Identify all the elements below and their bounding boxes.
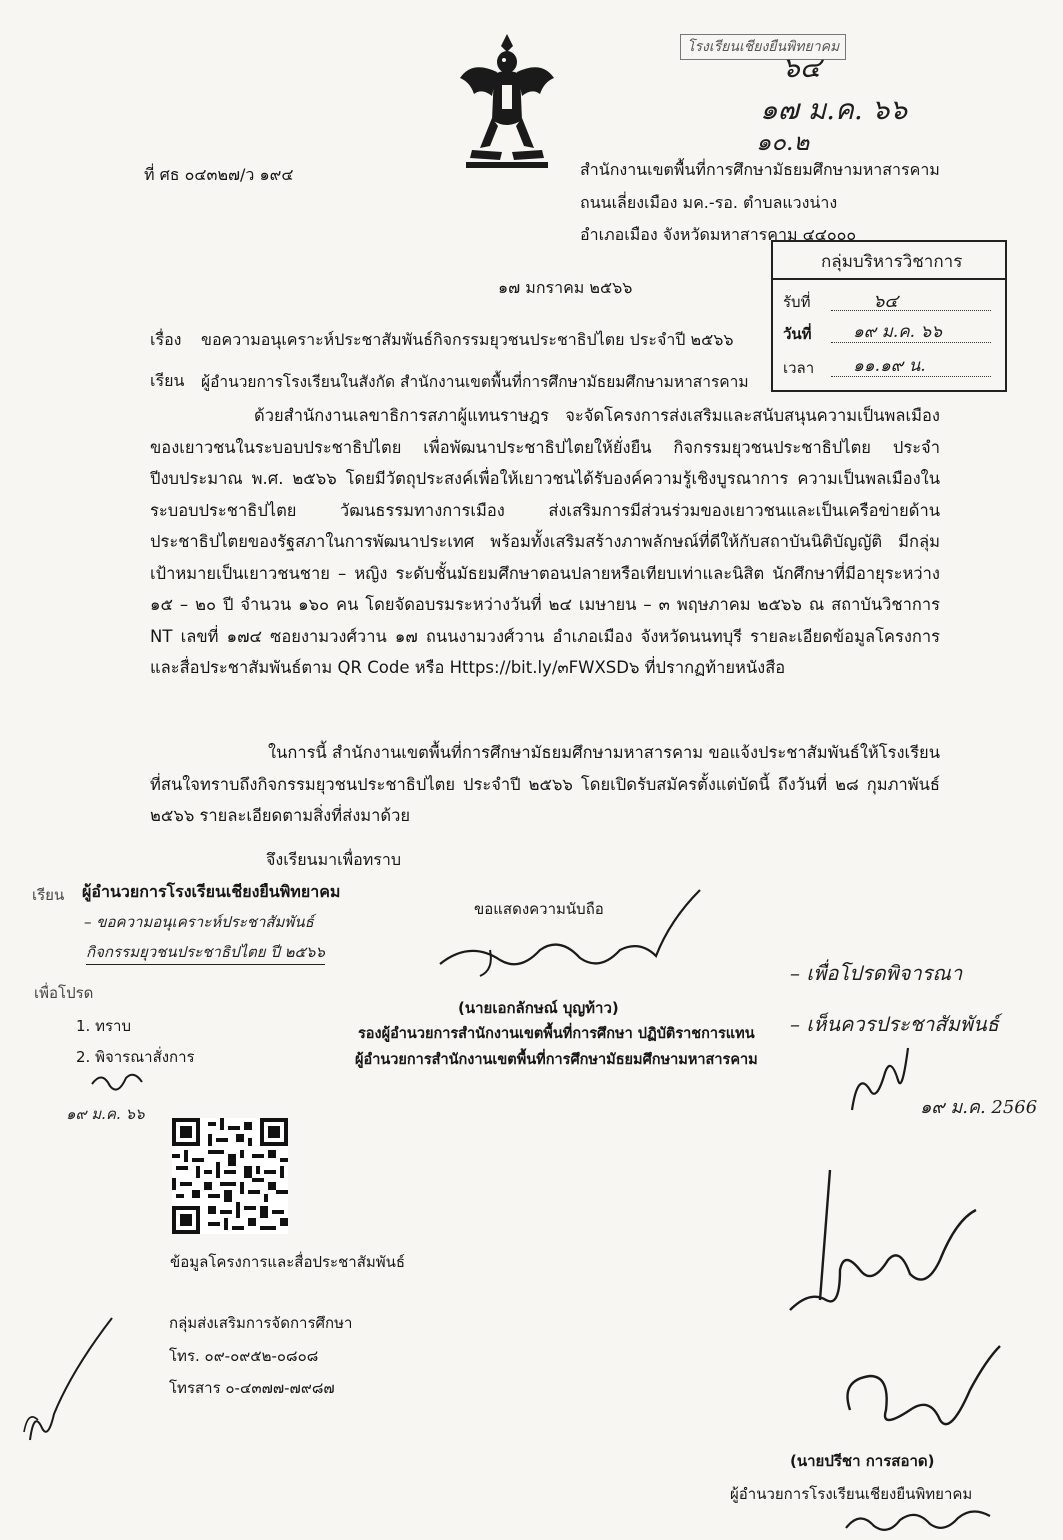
signer-position-1: รองผู้อำนวยการสำนักงานเขตพื้นที่การศึกษา ปฏิบัติราชการแทน [358,1026,755,1042]
note-please-label: เพื่อโปรด [34,984,94,1002]
note-option-1: 1. ทราบ [76,1017,131,1035]
office-address-line1: สำนักงานเขตพื้นที่การศึกษามัธยมศึกษามหาสารคาม [580,160,940,179]
office-address-line3: อำเภอเมือง จังหวัดมหาสารคาม ๔๔๐๐๐ [580,225,857,244]
note-to-text: ผู้อำนวยการโรงเรียนเชียงยืนพิทยาคม [82,882,341,901]
signature-right-note [846,1040,916,1120]
signature-large-right [780,1150,1000,1320]
office-address-line2: ถนนเลี่ยงเมือง มค.-รอ. ตำบลแวงน่าง [580,193,838,212]
contact-fax: โทรสาร ๐-๔๓๗๗-๗๙๘๗ [169,1379,335,1397]
director-title: ผู้อำนวยการโรงเรียนเชียงยืนพิทยาคม [730,1485,973,1503]
received-stamp-header: โรงเรียนเชียงยืนพิทยาคม [680,34,846,60]
signature-director [830,1340,1010,1450]
margin-scribble [20,1310,120,1450]
note-hand-line2: กิจกรรมยุวชนประชาธิปไตย ปี ๒๕๖๖ [86,940,325,965]
subject-text: ขอความอนุเคราะห์ประชาสัมพันธ์กิจกรรมยุวชนประชาธิปไตย ประจำปี ๒๕๖๖ [201,330,734,349]
received-stamp [676,4,916,154]
signer-name: (นายเอกลักษณ์ บุญท้าว) [458,999,619,1017]
body-paragraph-2 [150,737,940,832]
body-paragraph-1-text: ด้วยสำนักงานเลขาธิการสภาผู้แทนราษฎร จะจัดโครงการส่งเสริมและสนับสนุนความเป็นพลเมืองของเยาวชนในระบอบประชาธิปไตย เพื่อพัฒนาประชาธิปไตยให้ยั่งยืน กิจกรรมยุวชนประชาธิปไตย ประจำปีงบประมาณ พ.ศ. ๒๕๖๖ โดยมีวัตถุประสงค์เพื่อให้เยาวชนได้รับองค์ความรู้เชิงบูรณาการ ความเป็นพลเมืองในระบอบประชาธิปไตย วัฒนธรรมทางการเมือง ส่งเสริมการมีส่วนร่วมของเยาวชนและเป็นเครือข่ายด้านประชาธิปไตยของรัฐสภาในการพัฒนาประเทศ พร้อมทั้งเสริมสร้างภาพลักษณ์ที่ดีให้กับสถาบันนิติบัญญัติ มีกลุ่มเป้าหมายเป็นเยาวชนชาย – หญิง ระดับชั้นมัธยมศึกษาตอนปลายหรือเทียบเท่าและนิสิต นักศึกษาที่มีอายุระหว่าง ๑๕ – ๒๐ ปี จำนวน ๑๖๐ คน โดยจัดอบรมระหว่างวันที่ ๒๔ เมษายน – ๓ พฤษภาคม ๒๕๖๖ ณ สถาบันวิชาการ NT เลขที่ ๑๗๔ ซอยงามวงศ์วาน ๑๗ ถนนงามวงศ์วาน อำเภอเมือง จังหวัดนนทบุรี รายละเอียดข้อมูลโครงการและสื่อประชาสัมพันธ์ตาม QR Code หรือ Https://bit.ly/๓FWXSD๖ ที่ปรากฏท้ายหนังสือ [150,406,940,677]
received-stamp-time: ๑๐.๒ [756,128,810,156]
signature-deputy [430,880,730,990]
right-note-line2: – เห็นควรประชาสัมพันธ์ [790,1012,999,1036]
academic-affairs-stamp [771,240,1007,392]
closing-text: จึงเรียนมาเพื่อทราบ [266,850,401,869]
note-option-2: 2. พิจารณาสั่งการ [76,1048,195,1066]
body-paragraph-2-text: ในการนี้ สำนักงานเขตพื้นที่การศึกษามัธยมศึกษามหาสารคาม ขอแจ้งประชาสัมพันธ์ให้โรงเรียนที่สนใจทราบถึงกิจกรรมยุวชนประชาธิปไตย ประจำปี ๒๕๖๖ โดยเปิดรับสมัครตั้งแต่บัดนี้ ถึงวันที่ ๒๘ กุมภาพันธ์ ๒๕๖๖ รายละเอียดตามสิ่งที่ส่งมาด้วย [150,743,940,825]
right-note-date: ๑๙ ม.ค. 2566 [920,1097,1038,1118]
garuda-emblem [452,30,562,180]
qr-caption: ข้อมูลโครงการและสื่อประชาสัมพันธ์ [170,1253,406,1271]
signer-position-2: ผู้อำนวยการสำนักงานเขตพื้นที่การศึกษามัธยมศึกษามหาสารคาม [355,1052,758,1068]
academic-stamp-row1-label: รับที่ [783,293,811,311]
note-to-label: เรียน [32,886,65,904]
academic-stamp-row1-line [831,310,991,311]
to-text: ผู้อำนวยการโรงเรียนในสังกัด สำนักงานเขตพื้นที่การศึกษามัธยมศึกษามหาสารคาม [201,373,749,391]
academic-stamp-row2-label: วันที่ [783,325,812,343]
note-hand-line1: – ขอความอนุเคราะห์ประชาสัมพันธ์ [84,913,314,931]
to-label: เรียน [150,371,185,390]
academic-stamp-row2-line [831,342,991,343]
academic-stamp-row3-value: ๑๑.๑๙ น. [853,356,926,376]
signature-director-bottom [840,1500,1000,1538]
academic-stamp-row2-value: ๑๙ ม.ค. ๖๖ [853,322,943,342]
director-name: (นายปรีชา การสอาด) [790,1452,935,1470]
reference-number: ที่ ศธ ๐๔๓๒๗/ว ๑๙๔ [144,165,294,184]
academic-stamp-row1-value: ๖๔ [873,291,899,312]
subject-label: เรื่อง [150,330,182,349]
contact-department: กลุ่มส่งเสริมการจัดการศึกษา [169,1314,353,1332]
academic-stamp-row3-label: เวลา [783,359,815,377]
regards-text: ขอแสดงความนับถือ [474,900,604,918]
signature-note-initials [88,1064,148,1100]
contact-phone: โทร. ๐๙-๐๙๕๒-๐๘๐๘ [169,1347,319,1365]
academic-stamp-title: กลุ่มบริหารวิชาการ [821,252,963,272]
academic-stamp-divider [773,278,1005,280]
letter-date: ๑๗ มกราคม ๒๕๖๖ [498,278,633,297]
academic-stamp-row3-line [831,376,991,377]
right-note-line1: – เพื่อโปรดพิจารณา [790,961,963,985]
qr-code [172,1118,288,1234]
received-stamp-date: ๑๗ ม.ค. ๖๖ [760,93,908,126]
received-stamp-number: ๖๔ [782,51,821,84]
note-hand-date: ๑๙ ม.ค. ๖๖ [66,1105,145,1123]
body-paragraph-1 [150,400,940,684]
